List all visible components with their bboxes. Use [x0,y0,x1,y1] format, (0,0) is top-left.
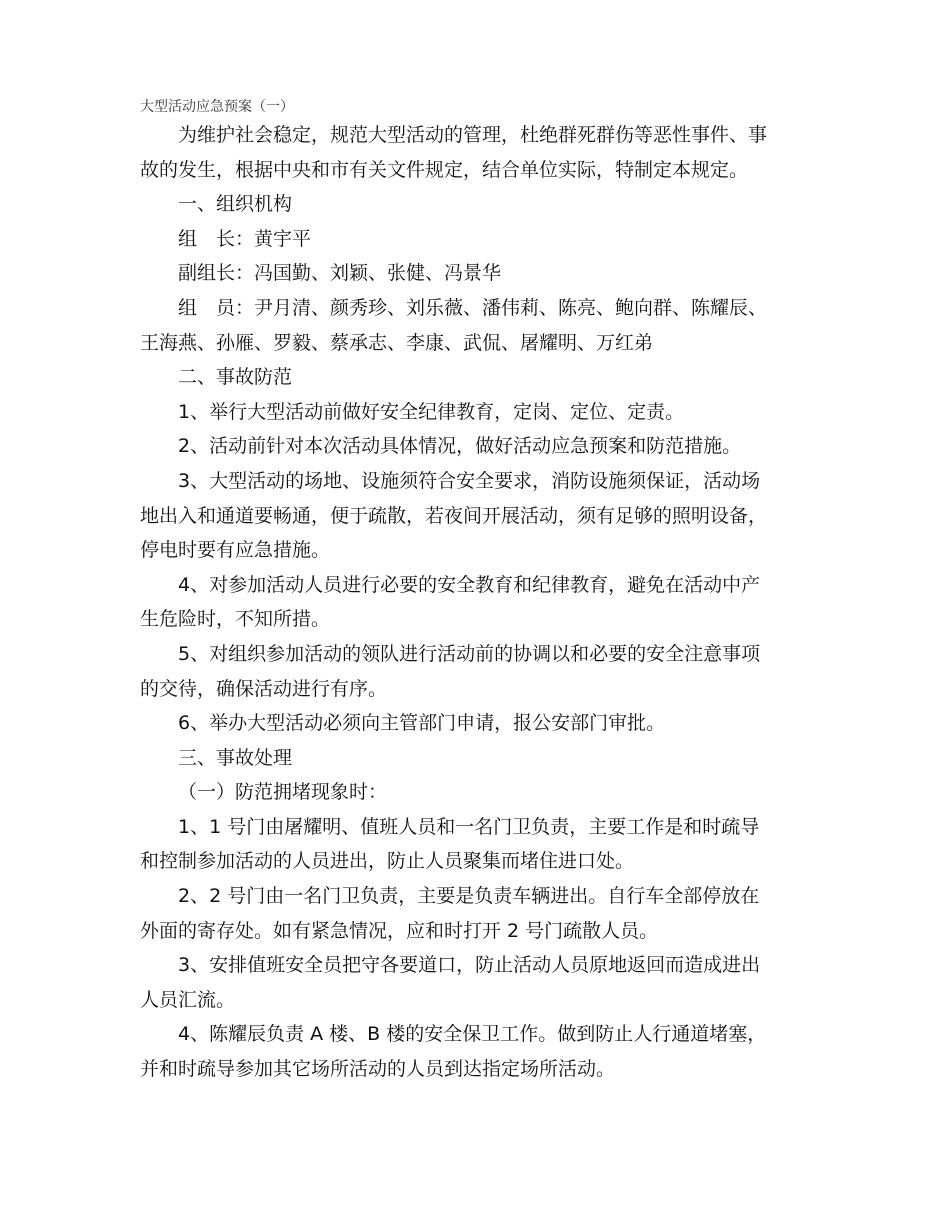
paragraph-line: 2、活动前针对本次活动具体情况，做好活动应急预案和防范措施。 [178,435,742,458]
section-heading-handling [140,741,810,776]
handling-item-3 [140,948,810,1017]
paragraph-line: 外面的寄存处。如有紧急情况，应和时打开 2 号门疏散人员。 [140,919,659,942]
paragraph-line: 故的发生，根据中央和市有关文件规定，结合单位实际，特制定本规定。 [140,158,749,181]
paragraph-line: 地出入和通道要畅通，便于疏散，若夜间开展活动，须有足够的照明设备， [140,504,768,527]
handling-item-1 [140,810,810,879]
section-heading: 二、事故防范 [178,366,293,389]
section-heading: 三、事故处理 [178,746,293,769]
paragraph-line: 4、对参加活动人员进行必要的安全教育和纪律教育，避免在活动中产 [178,573,761,596]
paragraph-line: 组 员：尹月清、颜秀珍、刘乐薇、潘伟莉、陈亮、鲍向群、陈耀辰、 [178,296,768,319]
prevention-item-3 [140,464,810,568]
paragraph-intro [140,118,810,187]
paragraph-line: 副组长：冯国勤、刘颖、张健、冯景华 [178,262,502,285]
paragraph-line: 和控制参加活动的人员进出，防止人员聚集而堵住进口处。 [140,850,635,873]
team-members [140,291,810,360]
team-leader [140,222,810,257]
paragraph-line: 的交待，确保活动进行有序。 [140,677,388,700]
prevention-item-4 [140,568,810,637]
document-title: 大型活动应急预案（一） [140,99,294,115]
paragraph-line: 4、陈耀辰负责 A 楼、B 楼的安全保卫工作。做到防止人行通道堵塞， [178,1023,767,1046]
paragraph-line: 王海燕、孙雁、罗毅、蔡承志、李康、武侃、屠耀明、万红弟 [140,331,654,354]
section-heading-prevention [140,360,810,395]
prevention-item-1 [140,395,810,430]
paragraph-line: 并和时疏导参加其它场所活动的人员到达指定场所活动。 [140,1058,616,1081]
handling-item-2 [140,879,810,948]
paragraph-line: 6、举办大型活动必须向主管部门申请，报公安部门审批。 [178,712,666,735]
prevention-item-6 [140,706,810,741]
handling-item-4 [140,1017,810,1086]
paragraph-line: 停电时要有应急措施。 [140,539,331,562]
paragraph-line: 组 长：黄宇平 [178,227,312,250]
paragraph-line: 1、举行大型活动前做好安全纪律教育，定岗、定位、定责。 [178,400,685,423]
deputy-leaders [140,256,810,291]
paragraph-line: 5、对组织参加活动的领队进行活动前的协调以和必要的安全注意事项 [178,642,761,665]
paragraph-line: 人员汇流。 [140,988,236,1011]
paragraph-line: 3、大型活动的场地、设施须符合安全要求，消防设施须保证，活动场 [178,469,761,492]
paragraph-line: 2、2 号门由一名门卫负责，主要是负责车辆进出。自行车全部停放在 [178,885,760,908]
section-heading-organization [140,187,810,222]
subsection-heading: （一）防范拥堵现象时： [178,781,388,804]
section-heading: 一、组织机构 [178,193,293,216]
prevention-item-5 [140,637,810,706]
subsection-heading-congestion [140,775,810,810]
paragraph-line: 生危险时，不知所措。 [140,608,331,631]
paragraph-line: 为维护社会稳定，规范大型活动的管理，杜绝群死群伤等恶性事件、事 [178,124,768,146]
document-page [140,96,810,1087]
paragraph-line: 3、安排值班安全员把守各要道口，防止活动人员原地返回而造成进出 [178,954,761,977]
paragraph-line: 1、1 号门由屠耀明、值班人员和一名门卫负责，主要工作是和时疏导 [178,815,760,838]
prevention-item-2 [140,429,810,464]
